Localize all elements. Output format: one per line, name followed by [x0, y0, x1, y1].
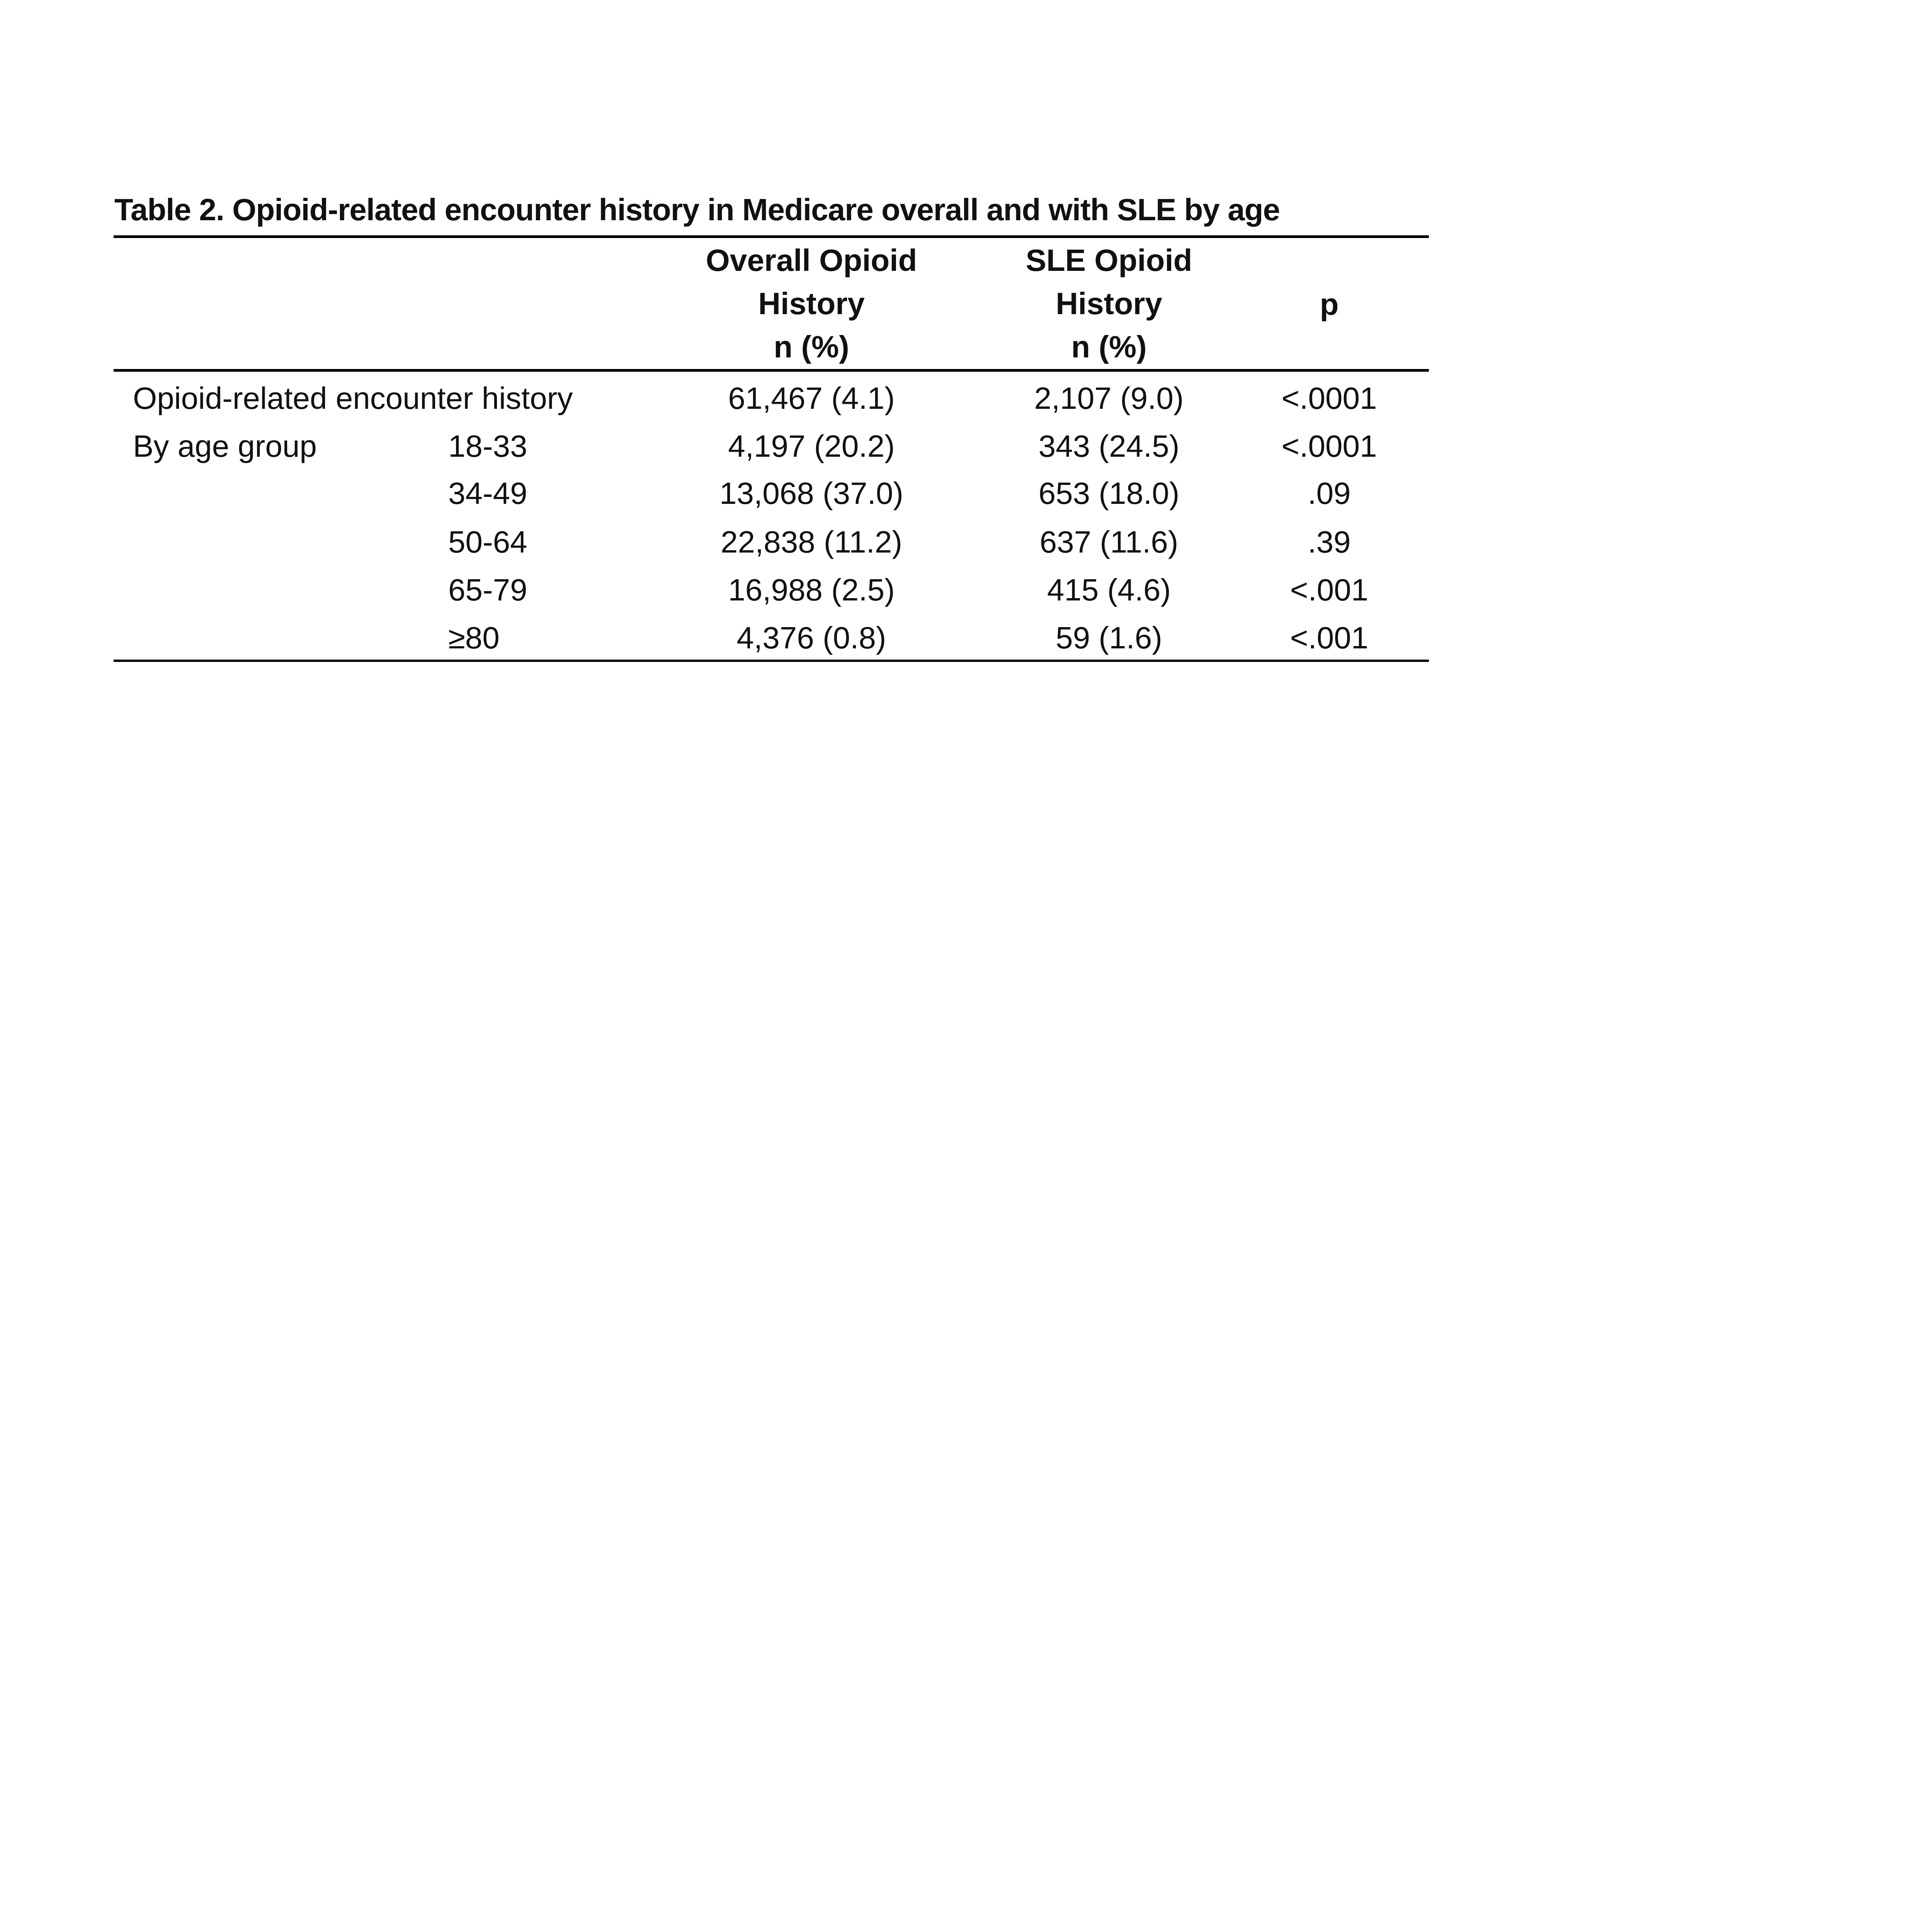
- cell-sle-18-33: 343 (24.5): [1038, 429, 1180, 463]
- cell-age-50-64: 50-64: [448, 525, 527, 559]
- cell-overall-18-33: 4,197 (20.2): [728, 429, 895, 463]
- header-sle-line-2: History: [1056, 286, 1162, 321]
- cell-sle-34-49: 653 (18.0): [1038, 476, 1180, 510]
- cell-sle-80-plus: 59 (1.6): [1056, 621, 1162, 655]
- cell-p-80-plus: <.001: [1290, 621, 1369, 655]
- cell-sle-50-64: 637 (11.6): [1039, 525, 1179, 559]
- table-bottom-rule: [114, 660, 1429, 662]
- cell-overall-34-49: 13,068 (37.0): [719, 476, 903, 510]
- header-overall-line-3: n (%): [774, 330, 849, 364]
- cell-p-34-49: .09: [1308, 476, 1351, 510]
- table-title: Table 2. Opioid-related encounter history in Medicare overall and with SLE by age: [114, 192, 1280, 227]
- row-label-by-age-group: By age group: [133, 429, 317, 463]
- cell-p-65-79: <.001: [1290, 573, 1369, 607]
- header-sle-line-3: n (%): [1071, 330, 1147, 364]
- cell-age-65-79: 65-79: [448, 573, 527, 607]
- cell-p-18-33: <.0001: [1281, 429, 1377, 463]
- cell-sle-65-79: 415 (4.6): [1047, 573, 1171, 607]
- header-overall-line-1: Overall Opioid: [706, 243, 917, 277]
- cell-overall-total: 61,467 (4.1): [728, 381, 895, 415]
- cell-p-total: <.0001: [1281, 381, 1377, 415]
- table-header-rule: [114, 369, 1429, 372]
- header-sle-line-1: SLE Opioid: [1026, 243, 1192, 277]
- header-sle-opioid-history: [954, 239, 1264, 369]
- table-top-rule: [114, 235, 1429, 238]
- cell-p-50-64: .39: [1308, 525, 1351, 559]
- cell-overall-50-64: 22,838 (11.2): [721, 525, 902, 559]
- cell-age-34-49: 34-49: [448, 476, 527, 510]
- cell-sle-total: 2,107 (9.0): [1034, 381, 1184, 415]
- header-overall-line-2: History: [758, 286, 865, 321]
- cell-age-18-33: 18-33: [448, 429, 527, 463]
- row-label-opioid-related: Opioid-related encounter history: [133, 381, 573, 415]
- cell-overall-80-plus: 4,376 (0.8): [736, 621, 886, 655]
- cell-age-80-plus: ≥80: [448, 621, 500, 655]
- header-p-value: p: [1320, 287, 1339, 321]
- header-overall-opioid-history: [657, 239, 966, 369]
- cell-overall-65-79: 16,988 (2.5): [728, 573, 895, 607]
